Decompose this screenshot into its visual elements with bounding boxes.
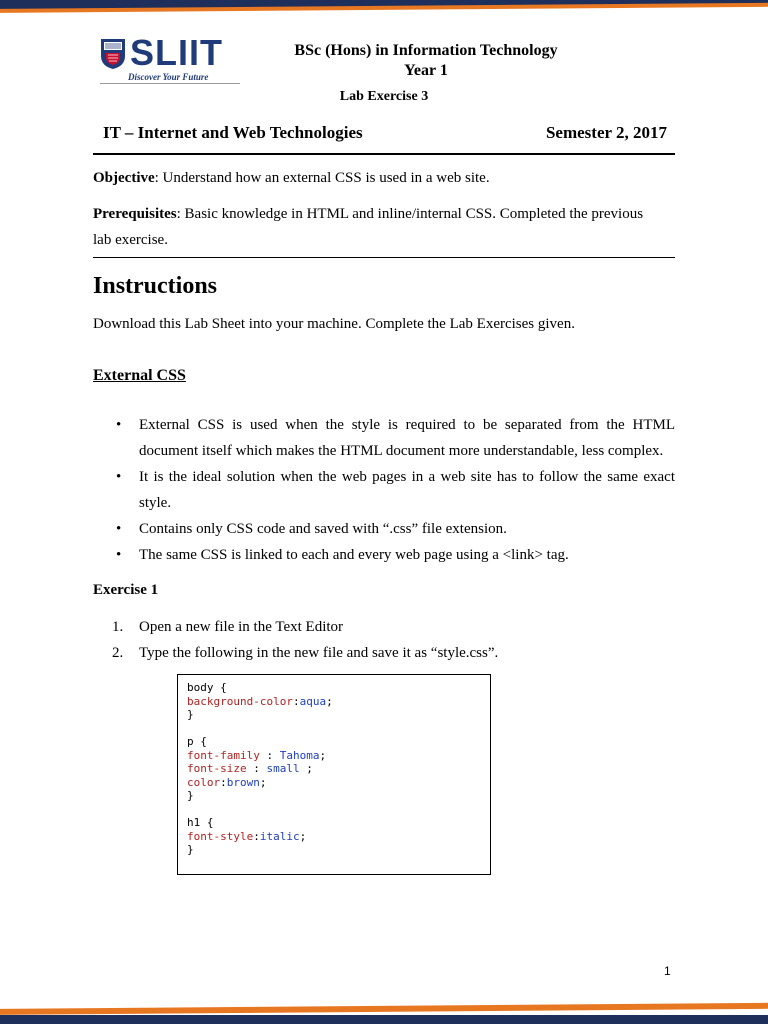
code-line: p { bbox=[187, 735, 207, 748]
lab-title: Lab Exercise 3 bbox=[339, 89, 429, 104]
course-line bbox=[93, 123, 673, 145]
code-line: } bbox=[187, 708, 194, 721]
bullet-icon: • bbox=[116, 547, 122, 563]
instructions-text: Download this Lab Sheet into your machine. Complete the Lab Exercises given. bbox=[93, 316, 575, 332]
bullet-icon: • bbox=[116, 417, 122, 433]
external-css-bullets bbox=[116, 412, 675, 568]
prerequisites-text-2: lab exercise. bbox=[93, 232, 168, 248]
bullet-item: • It is the ideal solution when the web pages in a web site has to follow the same exact style. bbox=[116, 464, 675, 516]
code-line: } bbox=[187, 843, 194, 856]
exercise-1-title: Exercise 1 bbox=[93, 582, 159, 598]
logo-tagline: Discover Your Future bbox=[128, 72, 209, 82]
bullet-item: • The same CSS is linked to each and every web page using a <link> tag. bbox=[116, 542, 675, 568]
logo-wordmark: SLIIT bbox=[130, 32, 223, 73]
top-decorative-band bbox=[0, 0, 768, 18]
code-line: h1 { bbox=[187, 816, 214, 829]
header-divider bbox=[93, 153, 675, 155]
bullet-item: • Contains only CSS code and saved with “.css” file extension. bbox=[116, 516, 675, 542]
code-line: font-style:italic; bbox=[187, 829, 307, 843]
code-line: color:brown; bbox=[187, 775, 267, 789]
bullet-item: • External CSS is used when the style is required to be separated from the HTML document itself which makes the HTML document more understandable, less complex. bbox=[116, 412, 675, 464]
code-line: body { bbox=[187, 681, 227, 694]
code-line: } bbox=[187, 789, 194, 802]
year-label: Year 1 bbox=[404, 62, 448, 79]
code-line: font-family : Tahoma; bbox=[187, 748, 327, 762]
degree-title: BSc (Hons) in Information Technology bbox=[294, 42, 558, 59]
bullet-icon: • bbox=[116, 521, 122, 537]
objective bbox=[93, 165, 675, 191]
step-item: 2. Type the following in the new file and save it as “style.css”. bbox=[112, 645, 499, 661]
sliit-logo bbox=[100, 32, 242, 86]
objective-divider bbox=[93, 257, 675, 258]
css-code-block bbox=[177, 674, 491, 875]
semester-label: Semester 2, 2017 bbox=[545, 123, 667, 142]
bullet-icon: • bbox=[116, 469, 122, 485]
code-line: font-size : small ; bbox=[187, 762, 313, 775]
course-name: IT – Internet and Web Technologies bbox=[103, 123, 363, 142]
code-line: background-color:aqua; bbox=[187, 694, 333, 708]
prerequisites-label: Prerequisites bbox=[93, 206, 177, 222]
exercise-1-steps bbox=[112, 614, 672, 666]
external-css-title: External CSS bbox=[93, 367, 186, 384]
page-number: 1 bbox=[664, 964, 671, 978]
prerequisites bbox=[93, 201, 675, 227]
prerequisites-text-1: : Basic knowledge in HTML and inline/internal CSS. Completed the previous bbox=[176, 206, 644, 222]
bottom-decorative-band bbox=[0, 1000, 768, 1024]
objective-label: Objective bbox=[93, 170, 155, 186]
step-item: 1. Open a new file in the Text Editor bbox=[112, 619, 344, 635]
crest-icon bbox=[100, 38, 126, 70]
objective-text: : Understand how an external CSS is used in a web site. bbox=[154, 170, 490, 186]
instructions-heading: Instructions bbox=[93, 273, 218, 299]
